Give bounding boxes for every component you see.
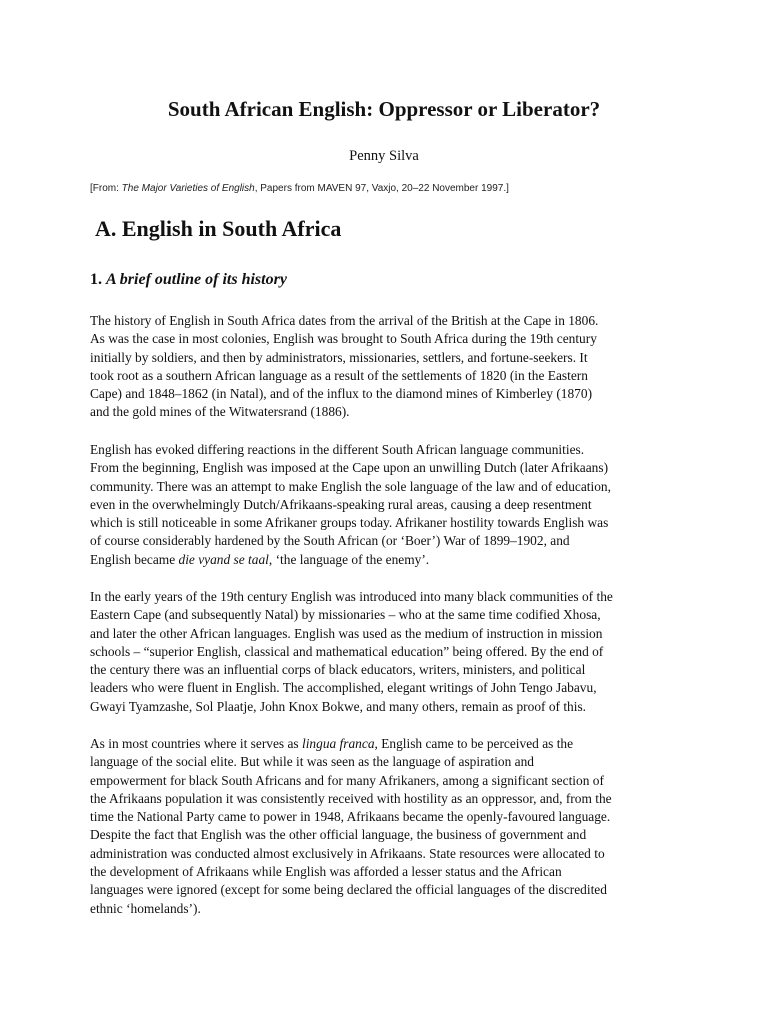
paragraph-history [90, 312, 690, 422]
text-line: empowerment for black South Africans and for many Afrikaners, among a significant section of [90, 772, 604, 788]
text-line: The history of English in South Africa dates from the arrival of the British at the Cape in 1806. [90, 313, 599, 328]
text-segment: , English came to be perceived as the [374, 736, 574, 751]
text-line [90, 735, 690, 753]
text-segment: , ‘the language of the enemy’. [268, 551, 430, 567]
text-line: the Afrikaans population it was consistently received with hostility as an oppressor, and, from the [90, 790, 612, 806]
text-line: initially by soldiers, and then by administrators, missionaries, settlers, and fortune-seekers. It [90, 349, 588, 365]
text-line: community. There was an attempt to make English the sole language of the law and of education, [90, 478, 611, 494]
text-line: schools – “superior English, classical and mathematical education” being offered. By the end of [90, 643, 604, 659]
text-segment: English became [90, 551, 179, 567]
text-line: language of the social elite. But while it was seen as the language of aspiration and [90, 754, 534, 770]
text-line: and later the other African languages. English was used as the medium of instruction in mission [90, 625, 603, 641]
text-line: which is still noticeable in some Afrikaner groups today. Afrikaner hostility towards English was [90, 515, 609, 531]
text-line: administration was conducted almost exclusively in Afrikaans. State resources were allocated to [90, 845, 605, 861]
source-citation [90, 182, 710, 196]
text-line: ethnic ‘homelands’). [90, 900, 201, 916]
text-line: the development of Afrikaans while English was afforded a lesser status and the African [90, 864, 562, 880]
source-suffix: , Papers from MAVEN 97, Vaxjo, 20–22 November 1997.] [254, 183, 509, 194]
text-line: leaders who were fluent in English. The accomplished, elegant writings of John Tengo Jabavu, [90, 680, 597, 696]
paragraph-lingua-franca [90, 735, 690, 918]
text-line [90, 551, 690, 569]
text-line: Eastern Cape (and subsequently Natal) by missionaries – who at the same time codified Xhosa, [90, 607, 601, 623]
section-heading: A. English in South Africa [95, 216, 342, 241]
author-name: Penny Silva [349, 148, 419, 164]
paragraph-missionaries [90, 588, 690, 716]
text-line: As was the case in most colonies, English was brought to South Africa during the 19th century [90, 331, 597, 347]
text-line: Despite the fact that English was the other official language, the business of government and [90, 827, 587, 843]
emphasis-text: lingua franca [301, 736, 375, 751]
text-line: took root as a southern African language as a result of the settlements of 1820 (in the Eastern [90, 367, 588, 383]
text-line: and the gold mines of the Witwatersrand (1886). [90, 404, 350, 420]
source-book-title: The Major Varieties of English [121, 183, 255, 194]
document-title: South African English: Oppressor or Liberator? [167, 97, 601, 121]
text-segment: As in most countries where it serves as [90, 736, 302, 751]
subsection-number: 1. [90, 271, 102, 288]
text-line: of course considerably hardened by the South African (or ‘Boer’) War of 1899–1902, and [90, 533, 570, 549]
text-line: time the National Party came to power in 1948, Afrikaans became the openly-favoured language. [90, 809, 611, 825]
text-line: In the early years of the 19th century English was introduced into many black communities of the [90, 589, 613, 604]
text-line: even in the overwhelmingly Dutch/Afrikaans-speaking rural areas, causing a deep resentment [90, 496, 592, 512]
text-line: the century there was an influential corps of black educators, writers, ministers, and political [90, 662, 586, 678]
text-line: From the beginning, English was imposed at the Cape upon an unwilling Dutch (later Afrikaans) [90, 460, 609, 476]
text-line: Cape) and 1848–1862 (in Natal), and of the influx to the diamond mines of Kimberley (1870) [90, 386, 593, 402]
paragraph-reactions [90, 441, 690, 569]
source-prefix: [From: [90, 183, 122, 194]
emphasis-text: die vyand se taal [178, 551, 269, 567]
text-line: English has evoked differing reactions in the different South African language communities. [90, 442, 585, 457]
subsection-heading [90, 269, 287, 291]
text-line: languages were ignored (except for some being declared the official languages of the discredited [90, 882, 607, 898]
text-line: Gwayi Tyamzashe, Sol Plaatje, John Knox Bokwe, and many others, remain as proof of this. [90, 698, 587, 714]
subsection-title: A brief outline of its history [106, 271, 287, 288]
